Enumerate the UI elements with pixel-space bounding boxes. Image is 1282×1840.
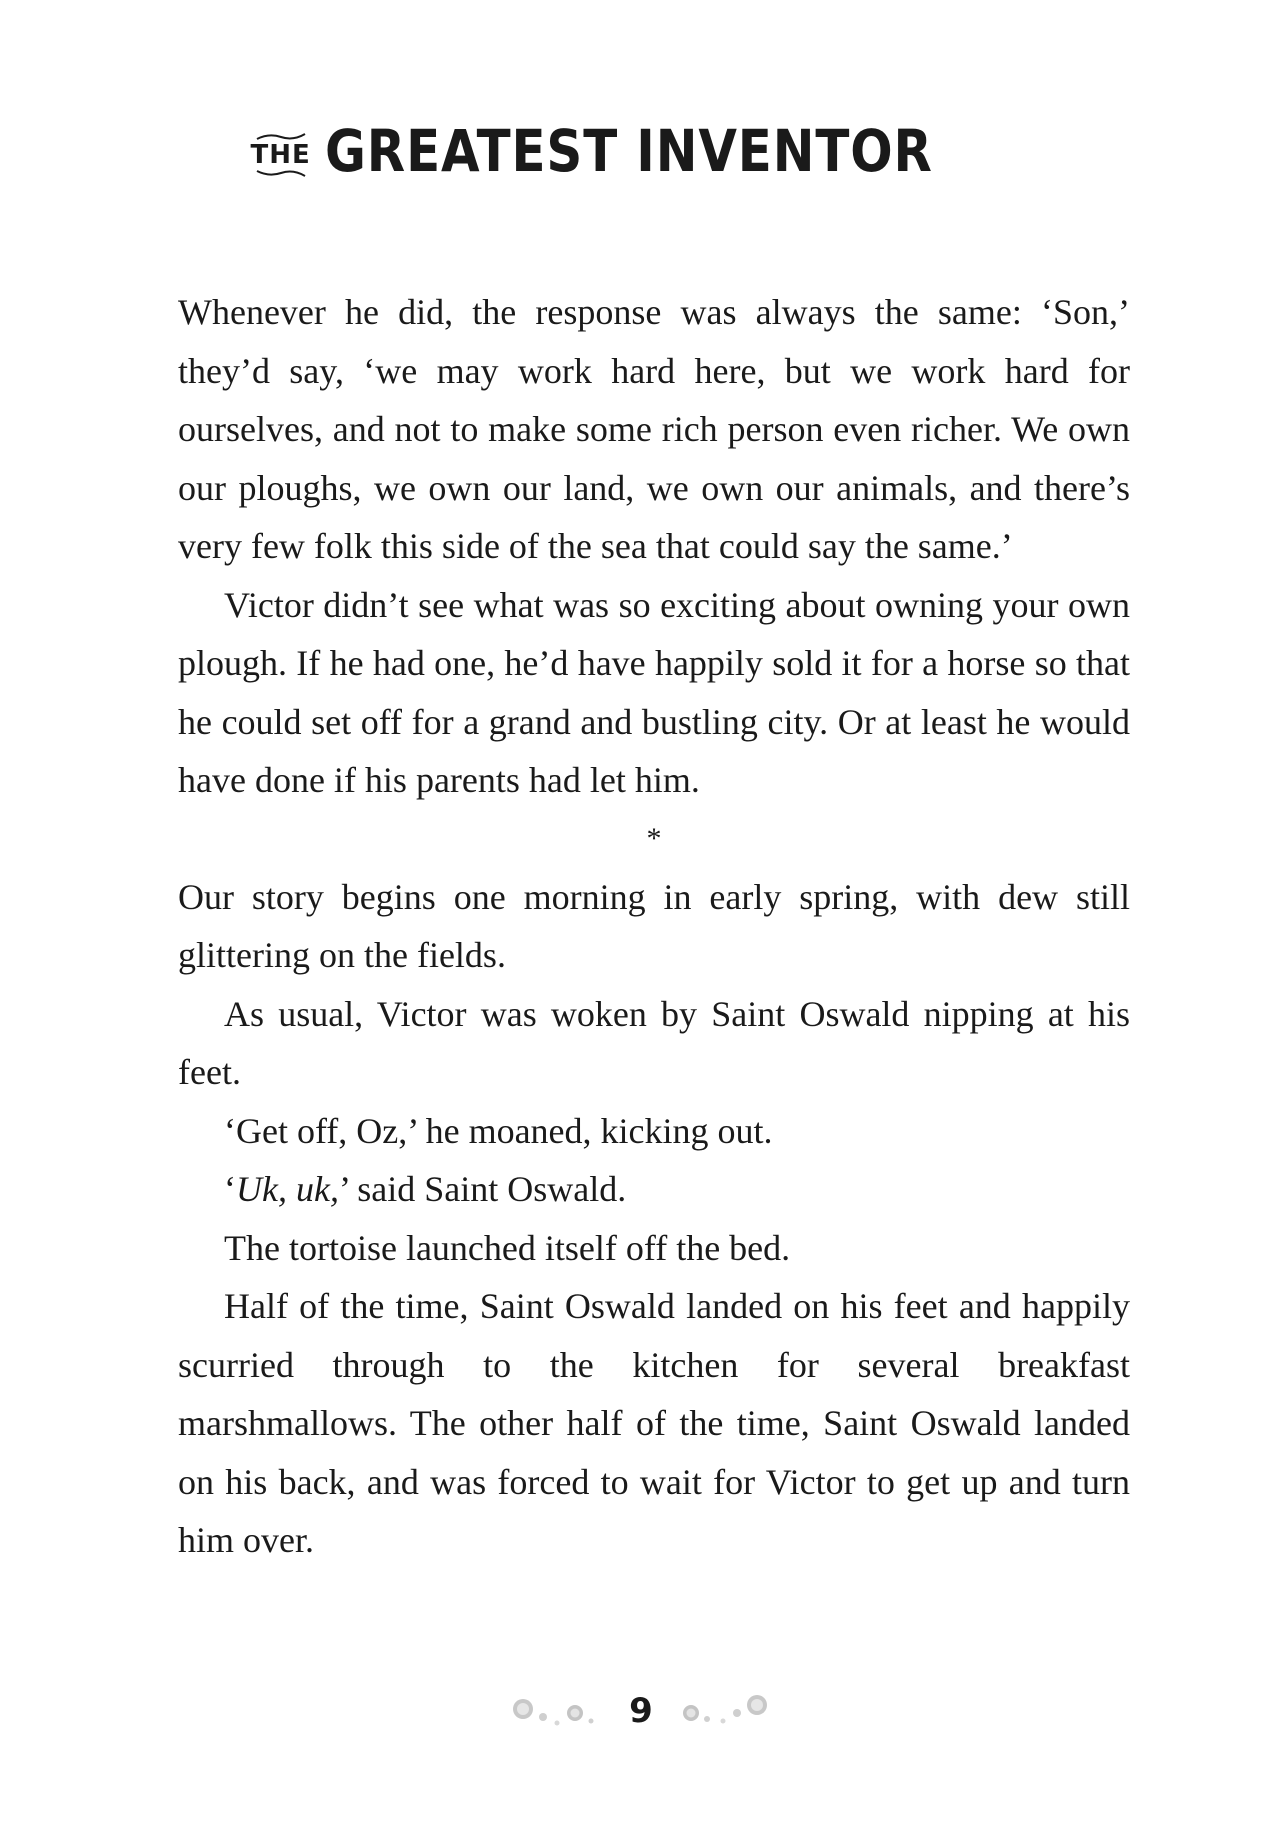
paragraph: Half of the time, Saint Oswald landed on his feet and happily scurried through to the kitchen for several breakfast marshmallows. The other half of the time, Saint Oswald landed on his back, and was forced to wait for Victor to get up and turn him over. [178,1286,1130,1560]
paragraph: Our story begins one morning in early spring, with dew still glittering on the fields. [178,876,1130,975]
header-prefix: THE [250,140,311,170]
scene-break: * [646,821,662,855]
paragraph: ‘Get off, Oz,’ he moaned, kicking out. [224,1110,773,1151]
running-header [0,118,1282,184]
paragraph: As usual, Victor was woken by Saint Oswald nipping at his feet. [178,993,1130,1092]
quote-open: ‘ [224,1169,236,1209]
header-the-ornament [251,132,311,178]
quote-italic: Uk, uk, [236,1169,339,1209]
header-title: GREATEST INVENTOR [324,117,933,185]
body-text [178,283,1130,1570]
page-number: 9 [629,1691,653,1731]
quote-close: ’ said Saint Oswald. [338,1169,627,1209]
paragraph-uk-quote [178,1160,1130,1219]
flourish-bottom-icon [253,168,309,178]
paragraph: Victor didn’t see what was so exciting about owning your own plough. If he had one, he’d have happily sold it for a horse so that he could set off for a grand and bustling city. Or at least he would have done if his parents had let him. [178,584,1130,800]
bubbles-left-icon [505,1691,605,1731]
paragraph: Whenever he did, the response was always the same: ‘Son,’ they’d say, ‘we may work hard here, but we work hard for ourselves, and not to make some rich person even richer. We own our ploughs, we own our land, we own our animals, and there’s very few folk this side of the sea that could say the same.’ [178,292,1130,566]
page-footer [0,1686,1282,1736]
bubbles-right-icon [677,1691,777,1731]
paragraph: The tortoise launched itself off the bed. [224,1227,791,1268]
